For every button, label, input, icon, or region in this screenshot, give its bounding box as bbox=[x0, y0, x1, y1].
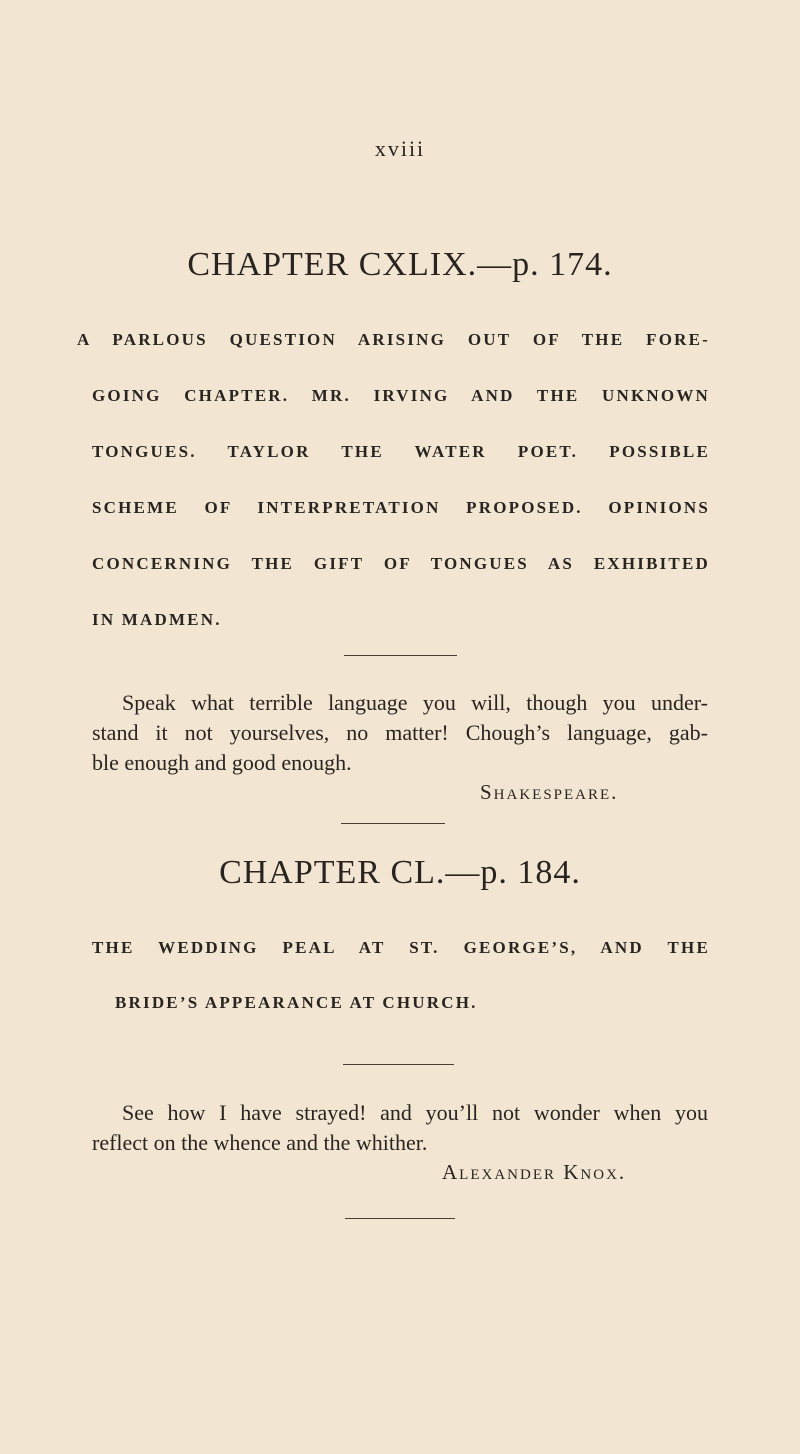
section-divider bbox=[345, 1218, 455, 1219]
epigraph-line: stand it not yourselves, no matter! Chough’s language, gab- bbox=[92, 720, 708, 745]
page-number: xviii bbox=[374, 136, 426, 161]
synopsis-line: CONCERNING THE GIFT OF TONGUES AS EXHIBITED bbox=[92, 554, 710, 573]
synopsis-line: A PARLOUS QUESTION ARISING OUT OF THE FORE- bbox=[77, 330, 710, 349]
section-divider bbox=[344, 655, 457, 656]
epigraph-line: Speak what terrible language you will, though you under- bbox=[122, 690, 708, 715]
epigraph-line: See how I have strayed! and you’ll not wonder when you bbox=[122, 1100, 708, 1125]
synopsis-line: TONGUES. TAYLOR THE WATER POET. POSSIBLE bbox=[92, 442, 710, 461]
epigraph-line: ble enough and good enough. bbox=[92, 750, 352, 775]
synopsis-line: BRIDE’S APPEARANCE AT CHURCH. bbox=[115, 993, 478, 1012]
synopsis-line: THE WEDDING PEAL AT ST. GEORGE’S, AND THE bbox=[92, 938, 710, 957]
chapter-heading: CHAPTER CXLIX.—p. 174. bbox=[187, 246, 613, 283]
epigraph-attribution: Alexander Knox. bbox=[442, 1160, 627, 1184]
synopsis-line: SCHEME OF INTERPRETATION PROPOSED. OPINIONS bbox=[92, 498, 710, 517]
section-divider bbox=[341, 823, 445, 824]
epigraph-attribution: Shakespeare. bbox=[480, 780, 619, 804]
synopsis-line: GOING CHAPTER. MR. IRVING AND THE UNKNOWN bbox=[92, 386, 710, 405]
epigraph-line: reflect on the whence and the whither. bbox=[92, 1130, 428, 1155]
chapter-heading: CHAPTER CL.—p. 184. bbox=[219, 854, 581, 891]
synopsis-line: IN MADMEN. bbox=[92, 610, 222, 629]
section-divider bbox=[343, 1064, 454, 1065]
